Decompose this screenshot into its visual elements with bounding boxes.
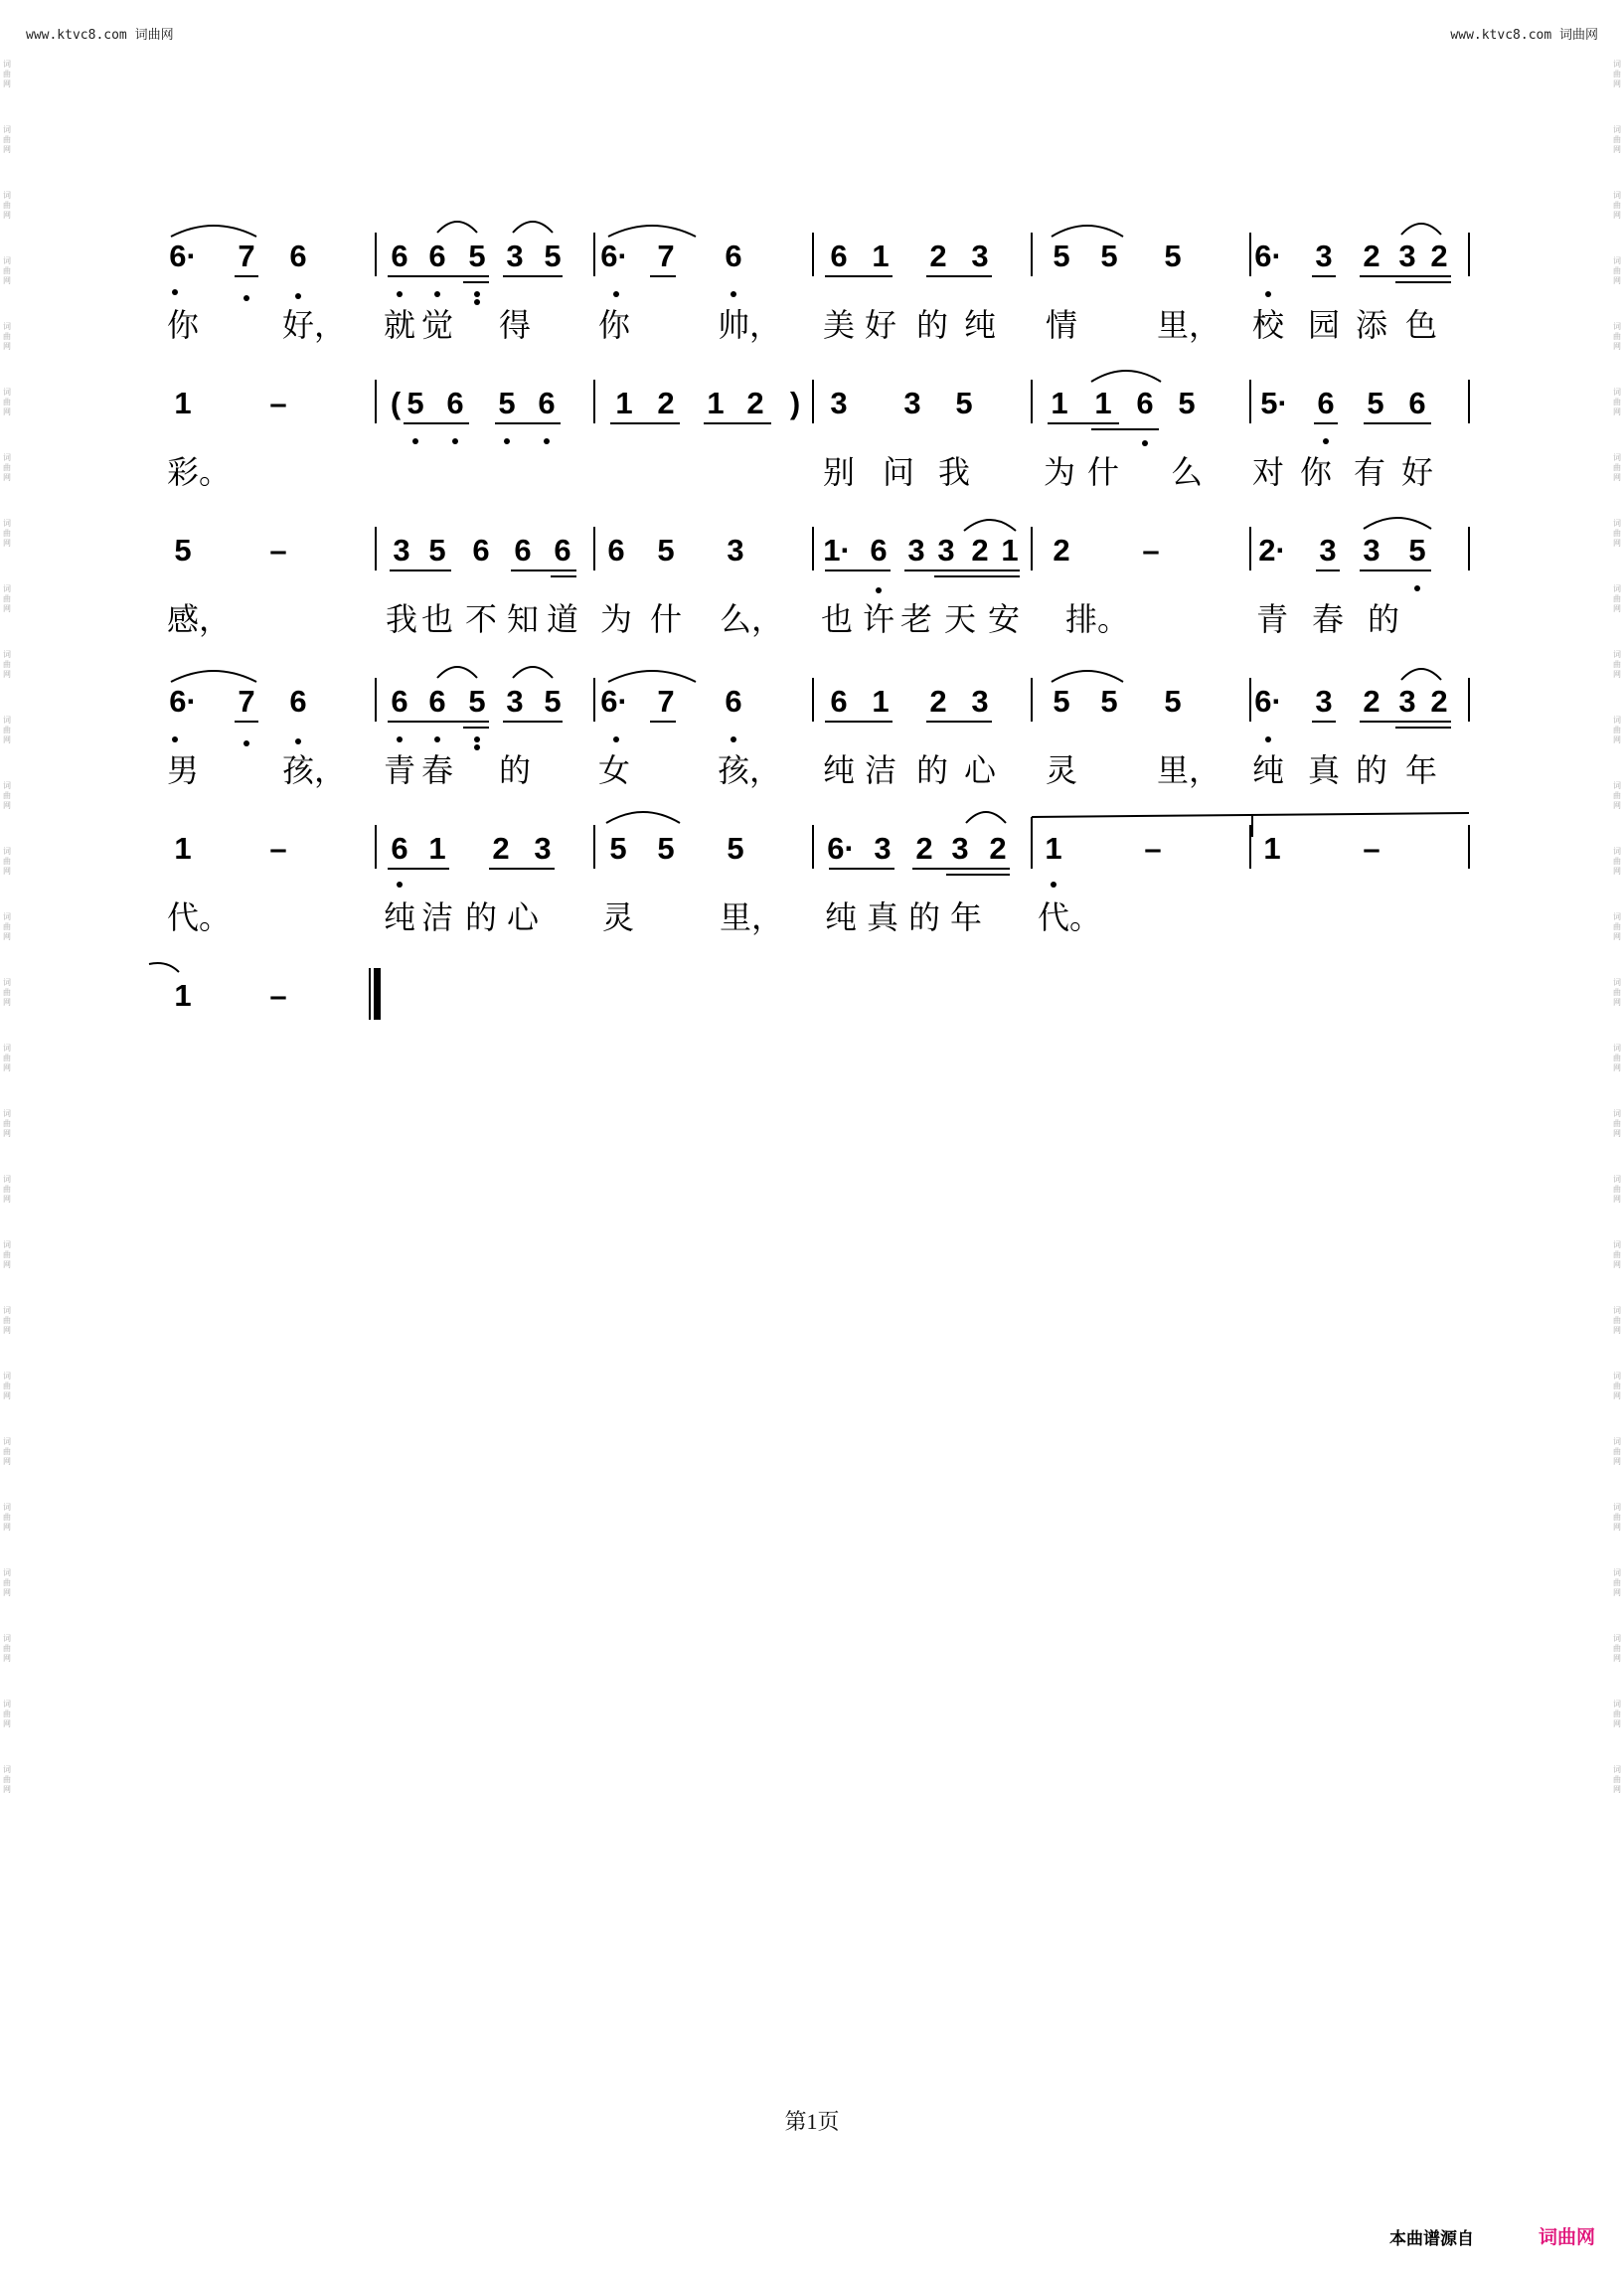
lyric-word: 色 <box>1405 306 1438 344</box>
octave-dot <box>397 882 403 888</box>
octave-dot <box>504 438 510 444</box>
lyric-word: 的 <box>908 898 941 936</box>
watermark-text: 词 曲 网 <box>1613 322 1621 351</box>
lyric-word: 为 <box>600 600 633 638</box>
octave-dot <box>474 736 480 742</box>
jianpu-note: 3 <box>971 239 989 273</box>
slur-arc <box>149 963 179 972</box>
octave-dot <box>172 736 178 742</box>
jianpu-note: 1· <box>823 533 851 568</box>
jianpu-note: 5 <box>1164 684 1182 719</box>
jianpu-note: 1 <box>1001 533 1019 568</box>
lyric-word: 得 <box>499 306 532 344</box>
lyric-word: 别 <box>823 453 856 491</box>
slur-arc <box>964 520 1016 531</box>
slur-arc <box>1091 371 1161 382</box>
watermark-text: 词 曲 网 <box>1613 519 1621 548</box>
jianpu-note: 7 <box>657 684 675 719</box>
jianpu-note: 1 <box>174 978 192 1013</box>
jianpu-note: 5· <box>1260 386 1288 420</box>
watermark-text: 词 曲 网 <box>3 1634 11 1663</box>
watermark-text: 词 曲 网 <box>3 1503 11 1532</box>
jianpu-note: 5 <box>174 533 192 568</box>
octave-dot <box>1265 736 1271 742</box>
octave-dot <box>474 744 480 750</box>
watermark-text: 词 曲 网 <box>3 1437 11 1466</box>
jianpu-note: 6 <box>725 239 742 273</box>
jianpu-note: 3 <box>1398 239 1416 273</box>
octave-dot <box>172 289 178 295</box>
lyric-word: 的 <box>465 898 498 936</box>
lyric-word: 天 <box>944 600 977 638</box>
lyric-word: 你 <box>167 306 200 344</box>
lyric-word: 孩， <box>718 751 782 789</box>
lyric-word: 代。 <box>167 898 232 936</box>
jianpu-note: – <box>269 831 287 866</box>
jianpu-note: 5 <box>609 831 627 866</box>
octave-dot <box>1265 291 1271 297</box>
watermark-text: 词 曲 网 <box>1613 1372 1621 1400</box>
watermark-text: 词 曲 网 <box>3 912 11 941</box>
lyric-word: 我 <box>938 453 971 491</box>
octave-dot <box>613 291 619 297</box>
slur-arc <box>1401 669 1441 680</box>
jianpu-note: 6 <box>391 239 408 273</box>
jianpu-note: 5 <box>1053 684 1070 719</box>
watermark-text: 词 曲 网 <box>1613 978 1621 1007</box>
octave-dot <box>434 291 440 297</box>
jianpu-note: 3 <box>907 533 925 568</box>
lyric-word: 什 <box>1087 453 1120 491</box>
watermark-text: 词 曲 网 <box>3 781 11 810</box>
jianpu-note: 2 <box>1430 239 1448 273</box>
jianpu-note: 6· <box>1254 684 1282 719</box>
jianpu-note: 5 <box>1408 533 1426 568</box>
jianpu-note: 3 <box>506 684 524 719</box>
watermark-text: 词 曲 网 <box>1613 1109 1621 1138</box>
jianpu-note: ( <box>390 386 402 420</box>
watermark-text: 词 曲 网 <box>1613 1437 1621 1466</box>
octave-dot <box>397 736 403 742</box>
jianpu-note: 6 <box>428 684 446 719</box>
octave-dot <box>731 736 736 742</box>
jianpu-note: 1 <box>707 386 725 420</box>
watermark-text: 词 曲 网 <box>1613 912 1621 941</box>
slur-arc <box>608 226 696 237</box>
jianpu-note: – <box>1142 533 1160 568</box>
lyric-word: 么 <box>1171 453 1204 491</box>
jianpu-note: 7 <box>238 684 255 719</box>
jianpu-note: 5 <box>1100 239 1118 273</box>
jianpu-note: 5 <box>406 386 424 420</box>
jianpu-note: 5 <box>1178 386 1196 420</box>
jianpu-note: 3 <box>727 533 744 568</box>
watermark-text: 词 曲 网 <box>3 322 11 351</box>
slur-arc <box>171 671 256 682</box>
jianpu-note: 5 <box>498 386 516 420</box>
slur-arc <box>437 222 477 233</box>
jianpu-note: 5 <box>1164 239 1182 273</box>
watermark-text: 词 曲 网 <box>3 388 11 416</box>
watermark-text: 词 曲 网 <box>3 1175 11 1204</box>
lyric-word: 的 <box>1356 751 1388 789</box>
jianpu-note: 5 <box>468 684 486 719</box>
watermark-text: 词 曲 网 <box>3 716 11 744</box>
lyric-word: 园 <box>1308 306 1341 344</box>
watermark-text: 词 曲 网 <box>1613 1044 1621 1072</box>
lyric-word: 真 <box>1308 751 1341 789</box>
lyric-word: 也 <box>821 600 854 638</box>
lyric-word: 的 <box>1368 600 1400 638</box>
jianpu-note: 6 <box>1317 386 1335 420</box>
watermark-text: 词 曲 网 <box>1613 256 1621 285</box>
lyric-word: 里， <box>720 898 784 936</box>
lyric-word: 纯 <box>825 898 858 936</box>
jianpu-note: – <box>1363 831 1380 866</box>
jianpu-note: 2 <box>971 533 989 568</box>
jianpu-note: 3 <box>874 831 892 866</box>
lyric-word: 青 <box>384 751 416 789</box>
jianpu-note: – <box>269 386 287 420</box>
jianpu-note: 2 <box>1430 684 1448 719</box>
slur-arc <box>513 222 553 233</box>
watermark-text: 词 曲 网 <box>1613 1306 1621 1335</box>
slur-arc <box>1364 518 1431 529</box>
lyric-word: 的 <box>499 751 532 789</box>
jianpu-note: 6 <box>391 831 408 866</box>
watermark-text: 词 曲 网 <box>3 1568 11 1597</box>
lyric-word: 觉 <box>421 306 454 344</box>
watermark-text: 词 曲 网 <box>3 256 11 285</box>
jianpu-note: 2 <box>1363 239 1380 273</box>
slur-arc <box>608 671 696 682</box>
jianpu-note: 1 <box>174 831 192 866</box>
jianpu-note: 3 <box>903 386 921 420</box>
jianpu-note: 2 <box>929 239 947 273</box>
jianpu-note: 7 <box>238 239 255 273</box>
octave-dot <box>452 438 458 444</box>
lyric-word: 洁 <box>865 751 897 789</box>
jianpu-note: 3 <box>1315 239 1333 273</box>
lyric-word: 年 <box>950 898 983 936</box>
jianpu-note: – <box>269 978 287 1013</box>
jianpu-note: 6· <box>169 684 197 719</box>
jianpu-note: 2 <box>492 831 510 866</box>
watermark-text: 词 曲 网 <box>1613 1634 1621 1663</box>
jianpu-note: 3 <box>393 533 410 568</box>
jianpu-note: 6· <box>600 239 628 273</box>
jianpu-note: 2 <box>1363 684 1380 719</box>
lyric-word: 什 <box>650 600 683 638</box>
brand-logo[interactable]: 词曲网 <box>1539 2226 1596 2248</box>
lyric-word: 有 <box>1354 453 1386 491</box>
watermark-text: 词 曲 网 <box>1613 584 1621 613</box>
lyric-word: 好 <box>1401 453 1434 491</box>
lyric-word: 心 <box>964 751 997 789</box>
slur-arc <box>606 812 680 823</box>
jianpu-note: 1 <box>615 386 633 420</box>
jianpu-note: 5 <box>544 684 562 719</box>
jianpu-note: 6 <box>1408 386 1426 420</box>
lyric-word: 男 <box>167 751 200 789</box>
jianpu-note: 6· <box>600 684 628 719</box>
jianpu-note: 6 <box>830 684 848 719</box>
lyric-word: 不 <box>465 600 498 638</box>
jianpu-note: 5 <box>657 533 675 568</box>
watermark-text: 词 曲 网 <box>1613 716 1621 744</box>
lyric-word: 年 <box>1405 751 1438 789</box>
watermark-text: 词 曲 网 <box>3 584 11 613</box>
lyric-word: 纯 <box>823 751 856 789</box>
octave-dot <box>434 736 440 742</box>
octave-dot <box>1142 440 1148 446</box>
jianpu-note: 3 <box>937 533 955 568</box>
jianpu-note: 5 <box>657 831 675 866</box>
jianpu-note: 5 <box>1053 239 1070 273</box>
jianpu-note: 2 <box>915 831 933 866</box>
jianpu-note: 6 <box>391 684 408 719</box>
watermark-text: 词 曲 网 <box>1613 650 1621 679</box>
jianpu-note: 6 <box>514 533 532 568</box>
jianpu-note: 6 <box>289 684 307 719</box>
jianpu-note: 6 <box>554 533 571 568</box>
lyric-word: 就 <box>384 306 416 344</box>
octave-dot <box>295 738 301 744</box>
jianpu-note: 6 <box>1136 386 1154 420</box>
jianpu-note: 1 <box>1051 386 1068 420</box>
slur-arc <box>171 226 256 237</box>
watermark-text: 词 曲 网 <box>1613 1700 1621 1728</box>
octave-dot <box>397 291 403 297</box>
octave-dot <box>244 740 249 746</box>
watermark-text: 词 曲 网 <box>3 453 11 482</box>
lyric-word: 知 <box>507 600 540 638</box>
watermark-text: 词 曲 网 <box>3 1765 11 1794</box>
jianpu-note: 6· <box>827 831 855 866</box>
watermark-text: 词 曲 网 <box>1613 191 1621 220</box>
volta-bracket <box>1032 813 1469 817</box>
octave-dot <box>613 736 619 742</box>
jianpu-note: 3 <box>1319 533 1337 568</box>
lyric-word: 孩， <box>282 751 347 789</box>
site-url-left[interactable]: www.ktvc8.com 词曲网 <box>26 28 174 43</box>
jianpu-note: 5 <box>468 239 486 273</box>
watermark-text: 词 曲 网 <box>3 125 11 154</box>
watermark-text: 词 曲 网 <box>1613 1503 1621 1532</box>
jianpu-note: 5 <box>1367 386 1384 420</box>
jianpu-note: – <box>1144 831 1162 866</box>
jianpu-note: 2 <box>929 684 947 719</box>
octave-dot <box>1051 882 1056 888</box>
jianpu-note: 2 <box>746 386 764 420</box>
jianpu-note: 3 <box>971 684 989 719</box>
lyric-word: 好 <box>865 306 897 344</box>
watermark-text: 词 曲 网 <box>3 60 11 88</box>
watermark-text: 词 曲 网 <box>3 1306 11 1335</box>
jianpu-note: 5 <box>1100 684 1118 719</box>
lyric-word: 情 <box>1046 306 1078 344</box>
octave-dot <box>474 299 480 305</box>
jianpu-note: 6 <box>472 533 490 568</box>
jianpu-note: 6 <box>428 239 446 273</box>
jianpu-note: 1 <box>174 386 192 420</box>
jianpu-note: 6· <box>1254 239 1282 273</box>
lyric-word: 问 <box>883 453 915 491</box>
jianpu-note: – <box>269 533 287 568</box>
lyric-word: 春 <box>421 751 454 789</box>
lyric-word: 对 <box>1252 453 1285 491</box>
jianpu-note: 6· <box>169 239 197 273</box>
lyric-word: 你 <box>598 306 631 344</box>
lyric-word: 代。 <box>1038 898 1102 936</box>
jianpu-note: 6 <box>870 533 888 568</box>
watermark-text: 词 曲 网 <box>1613 453 1621 482</box>
watermark-text: 词 曲 网 <box>3 1240 11 1269</box>
watermark-text: 词 曲 网 <box>3 191 11 220</box>
page-number: 第1页 <box>784 2109 840 2134</box>
jianpu-note: 3 <box>1363 533 1380 568</box>
jianpu-note: 3 <box>1398 684 1416 719</box>
jianpu-note: 1 <box>1094 386 1112 420</box>
octave-dot <box>731 291 736 297</box>
lyric-word: 安 <box>988 600 1021 638</box>
lyric-word: 女 <box>598 751 631 789</box>
jianpu-note: 3 <box>830 386 848 420</box>
lyric-word: 帅， <box>718 306 782 344</box>
watermark-text: 词 曲 网 <box>1613 1240 1621 1269</box>
jianpu-note: 1 <box>1045 831 1062 866</box>
watermark-text: 词 曲 网 <box>1613 1568 1621 1597</box>
lyric-word: 好， <box>282 306 347 344</box>
watermark-text: 词 曲 网 <box>3 519 11 548</box>
lyric-word: 排。 <box>1065 600 1130 638</box>
watermark-text: 词 曲 网 <box>1613 60 1621 88</box>
lyric-word: 么， <box>720 600 784 638</box>
jianpu-note: 5 <box>727 831 744 866</box>
octave-dot <box>544 438 550 444</box>
lyric-word: 青 <box>1256 600 1289 638</box>
watermark-text: 词 曲 网 <box>3 1372 11 1400</box>
lyric-word: 也 <box>421 600 454 638</box>
octave-dot <box>295 293 301 299</box>
octave-dot <box>474 291 480 297</box>
octave-dot <box>1414 585 1420 591</box>
jianpu-note: 3 <box>534 831 552 866</box>
jianpu-note: 6 <box>725 684 742 719</box>
lyric-word: 纯 <box>964 306 997 344</box>
lyric-word: 添 <box>1356 306 1388 344</box>
slur-arc <box>437 667 477 678</box>
jianpu-note: 3 <box>1315 684 1333 719</box>
jianpu-note: 2 <box>989 831 1007 866</box>
lyric-word: 里， <box>1157 306 1221 344</box>
jianpu-note: 1 <box>872 239 890 273</box>
octave-dot <box>876 587 882 593</box>
lyric-word: 洁 <box>421 898 454 936</box>
slur-arc <box>1052 226 1123 237</box>
lyric-word: 灵 <box>602 898 635 936</box>
watermark-text: 词 曲 网 <box>1613 1765 1621 1794</box>
jianpu-note: 5 <box>428 533 446 568</box>
lyric-word: 心 <box>507 898 540 936</box>
lyric-word: 真 <box>867 898 899 936</box>
jianpu-note: 3 <box>951 831 969 866</box>
watermark-text: 词 曲 网 <box>3 978 11 1007</box>
jianpu-note: 6 <box>830 239 848 273</box>
lyric-word: 道 <box>547 600 579 638</box>
watermark-text: 词 曲 网 <box>3 1700 11 1728</box>
lyric-word: 里， <box>1157 751 1221 789</box>
lyric-word: 老 <box>900 600 933 638</box>
jianpu-note: 2 <box>1053 533 1070 568</box>
jianpu-note: 5 <box>544 239 562 273</box>
final-barline-thick <box>374 968 381 1020</box>
watermark-text: 词 曲 网 <box>3 1109 11 1138</box>
jianpu-note: 1 <box>872 684 890 719</box>
jianpu-note: 2 <box>657 386 675 420</box>
lyric-word: 纯 <box>384 898 416 936</box>
lyric-word: 为 <box>1044 453 1076 491</box>
slur-arc <box>1052 671 1123 682</box>
lyric-word: 我 <box>386 600 418 638</box>
jianpu-note: 3 <box>506 239 524 273</box>
lyric-word: 灵 <box>1046 751 1078 789</box>
slur-arc <box>966 812 1006 823</box>
jianpu-note: 6 <box>538 386 556 420</box>
source-label: 本曲谱源自 <box>1389 2229 1474 2249</box>
lyric-word: 纯 <box>1252 751 1285 789</box>
lyric-word: 你 <box>1300 453 1333 491</box>
lyric-word: 校 <box>1252 306 1285 344</box>
lyric-word: 彩。 <box>167 453 232 491</box>
watermark-text: 词 曲 网 <box>1613 125 1621 154</box>
watermark-text: 词 曲 网 <box>3 847 11 876</box>
slur-arc <box>1401 224 1441 235</box>
watermark-text: 词 曲 网 <box>3 650 11 679</box>
octave-dot <box>1323 438 1329 444</box>
jianpu-note: ) <box>789 386 801 420</box>
jianpu-note: 6 <box>607 533 625 568</box>
slur-arc <box>513 667 553 678</box>
watermark-text: 词 曲 网 <box>3 1044 11 1072</box>
octave-dot <box>244 295 249 301</box>
lyric-word: 感， <box>167 600 232 638</box>
lyric-word: 美 <box>823 306 856 344</box>
watermark-text: 词 曲 网 <box>1613 1175 1621 1204</box>
lyric-word: 春 <box>1312 600 1345 638</box>
jianpu-note: 1 <box>1263 831 1281 866</box>
jianpu-note: 2· <box>1258 533 1286 568</box>
jianpu-note: 7 <box>657 239 675 273</box>
jianpu-note: 6 <box>289 239 307 273</box>
lyric-word: 的 <box>916 306 949 344</box>
watermark-text: 词 曲 网 <box>1613 388 1621 416</box>
lyric-word: 的 <box>916 751 949 789</box>
octave-dot <box>412 438 418 444</box>
watermark-text: 词 曲 网 <box>1613 781 1621 810</box>
site-url-right[interactable]: www.ktvc8.com 词曲网 <box>1450 28 1598 43</box>
jianpu-note: 6 <box>446 386 464 420</box>
jianpu-note: 1 <box>428 831 446 866</box>
jianpu-note: 5 <box>955 386 973 420</box>
lyric-word: 许 <box>863 600 895 638</box>
watermark-text: 词 曲 网 <box>1613 847 1621 876</box>
